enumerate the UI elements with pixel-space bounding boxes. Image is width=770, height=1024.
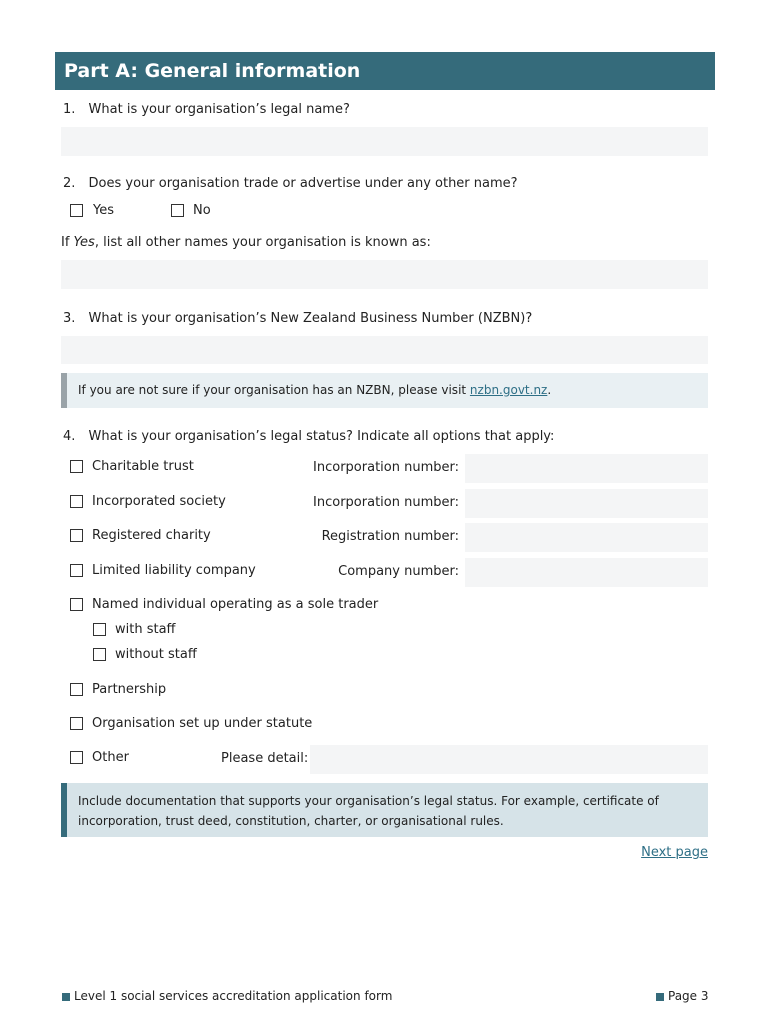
other-names-instruction <box>61 235 431 250</box>
other-detail-input[interactable] <box>310 745 708 774</box>
incorporated-society-checkbox[interactable] <box>70 495 83 508</box>
incorporation-number-label: Incorporation number: <box>313 495 459 510</box>
registered-charity-checkbox[interactable] <box>70 529 83 542</box>
charitable-trust-checkbox[interactable] <box>70 460 83 473</box>
sole-trader-label: Named individual operating as a sole trader <box>92 597 379 612</box>
with-staff-checkbox[interactable] <box>93 623 106 636</box>
question-2 <box>63 176 518 191</box>
question-number: 1. <box>63 102 76 117</box>
sole-trader-checkbox[interactable] <box>70 598 83 611</box>
other-label: Other <box>92 750 129 765</box>
question-3 <box>63 311 532 326</box>
footer-title: Level 1 social services accreditation application form <box>74 989 393 1003</box>
registration-number-input[interactable] <box>465 523 708 552</box>
legal-status-note: Include documentation that supports your organisation’s legal status. For example, certificate of incorporation, trust deed, constitution, charter, or organisational rules. <box>61 783 708 837</box>
incorporation-number-label: Incorporation number: <box>313 460 459 475</box>
charitable-trust-number-input[interactable] <box>465 454 708 483</box>
yes-label: Yes <box>93 203 114 218</box>
instruction-suffix: , list all other names your organisation is known as: <box>94 235 431 250</box>
question-number: 3. <box>63 311 76 326</box>
statute-checkbox[interactable] <box>70 717 83 730</box>
question-text: What is your organisation’s legal name? <box>88 102 350 117</box>
question-text: Does your organisation trade or advertise under any other name? <box>88 176 518 191</box>
llc-checkbox[interactable] <box>70 564 83 577</box>
no-label: No <box>193 203 211 218</box>
without-staff-checkbox[interactable] <box>93 648 106 661</box>
incorporated-society-label: Incorporated society <box>92 494 226 509</box>
partnership-label: Partnership <box>92 682 167 697</box>
llc-label: Limited liability company <box>92 563 256 578</box>
please-detail-label: Please detail: <box>221 751 309 766</box>
registration-number-label: Registration number: <box>321 529 459 544</box>
other-names-input[interactable] <box>61 260 708 289</box>
with-staff-label: with staff <box>115 622 176 637</box>
yes-checkbox[interactable] <box>70 204 83 217</box>
question-number: 4. <box>63 429 76 444</box>
charitable-trust-label: Charitable trust <box>92 459 194 474</box>
page-number: Page 3 <box>668 989 709 1003</box>
section-header: Part A: General information <box>55 52 715 90</box>
note-suffix: . <box>547 383 552 397</box>
other-checkbox[interactable] <box>70 751 83 764</box>
nzbn-note <box>61 373 708 408</box>
statute-label: Organisation set up under statute <box>92 716 313 731</box>
legal-name-input[interactable] <box>61 127 708 156</box>
company-number-input[interactable] <box>465 558 708 587</box>
nzbn-link[interactable]: nzbn.govt.nz <box>469 383 548 397</box>
partnership-checkbox[interactable] <box>70 683 83 696</box>
footer-square-icon <box>656 993 664 1001</box>
registered-charity-label: Registered charity <box>92 528 211 543</box>
footer-square-icon <box>62 993 70 1001</box>
company-number-label: Company number: <box>338 564 459 579</box>
nzbn-input[interactable] <box>61 336 708 364</box>
next-page-link[interactable]: Next page <box>641 845 708 860</box>
question-number: 2. <box>63 176 76 191</box>
incorporated-society-number-input[interactable] <box>465 489 708 518</box>
question-text: What is your organisation’s New Zealand Business Number (NZBN)? <box>88 311 533 326</box>
question-text: What is your organisation’s legal status? Indicate all options that apply: <box>88 429 555 444</box>
instruction-yes: Yes <box>73 235 95 250</box>
no-checkbox[interactable] <box>171 204 184 217</box>
instruction-prefix: If <box>61 235 74 250</box>
note-text: If you are not sure if your organisation has an NZBN, please visit <box>78 383 470 397</box>
without-staff-label: without staff <box>115 647 197 662</box>
question-4 <box>63 429 554 444</box>
question-1 <box>63 102 350 117</box>
